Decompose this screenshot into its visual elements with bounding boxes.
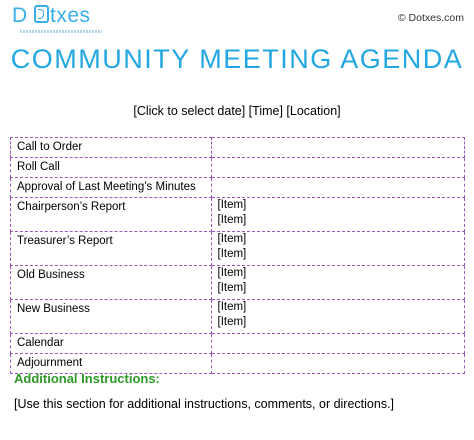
agenda-subitem-placeholder[interactable]: [Item] <box>217 316 247 328</box>
agenda-item-details[interactable] <box>211 334 465 354</box>
agenda-item-details[interactable] <box>211 232 465 266</box>
date-time-location-placeholder[interactable]: [Click to select date] [Time] [Location] <box>133 104 341 118</box>
agenda-row <box>11 138 465 158</box>
agenda-item-details[interactable] <box>211 198 465 232</box>
agenda-row <box>11 300 465 334</box>
agenda-subitem-placeholder[interactable]: [Item] <box>217 199 247 211</box>
agenda-item-details[interactable] <box>211 178 465 198</box>
dotxes-logo <box>12 6 104 28</box>
agenda-subitem-placeholder[interactable]: [Item] <box>217 248 247 260</box>
agenda-item-details[interactable] <box>211 300 465 334</box>
agenda-item-label[interactable]: Treasurer’s Report <box>11 232 212 266</box>
agenda-item-label[interactable]: Roll Call <box>11 158 212 178</box>
agenda-subitem-placeholder[interactable]: [Item] <box>217 282 247 294</box>
agenda-item-details[interactable] <box>211 266 465 300</box>
agenda-item-label[interactable]: Call to Order <box>11 138 212 158</box>
logo-wordmark <box>12 4 91 28</box>
agenda-subitem-placeholder[interactable]: [Item] <box>217 267 247 279</box>
agenda-item-label[interactable]: Approval of Last Meeting’s Minutes <box>11 178 212 198</box>
agenda-table <box>10 137 465 374</box>
agenda-row <box>11 158 465 178</box>
agenda-item-label[interactable]: Calendar <box>11 334 212 354</box>
logo-text: txes <box>50 4 91 27</box>
logo-letter: D <box>12 4 28 27</box>
copyright-notice: © Dotxes.com <box>397 12 464 24</box>
logo-tagline <box>20 30 102 33</box>
agenda-subitem-placeholder[interactable]: [Item] <box>217 214 247 226</box>
instructions-text[interactable]: [Use this section for additional instructions, comments, or directions.] <box>14 397 395 411</box>
agenda-subitem-placeholder[interactable]: [Item] <box>217 233 247 245</box>
instructions-heading: Additional Instructions: <box>14 371 160 386</box>
agenda-row <box>11 266 465 300</box>
agenda-item-details[interactable] <box>211 354 465 374</box>
agenda-item-label[interactable]: Adjournment <box>11 354 212 374</box>
agenda-item-label[interactable]: Old Business <box>11 266 212 300</box>
agenda-row <box>11 232 465 266</box>
agenda-row <box>11 334 465 354</box>
agenda-item-details[interactable] <box>211 138 465 158</box>
agenda-item-label[interactable]: New Business <box>11 300 212 334</box>
logo-mark-icon <box>34 5 49 23</box>
agenda-row <box>11 198 465 232</box>
agenda-item-details[interactable] <box>211 158 465 178</box>
agenda-row <box>11 178 465 198</box>
agenda-subitem-placeholder[interactable]: [Item] <box>217 301 247 313</box>
document-title[interactable]: COMMUNITY MEETING AGENDA <box>10 44 464 74</box>
agenda-item-label[interactable]: Chairperson’s Report <box>11 198 212 232</box>
